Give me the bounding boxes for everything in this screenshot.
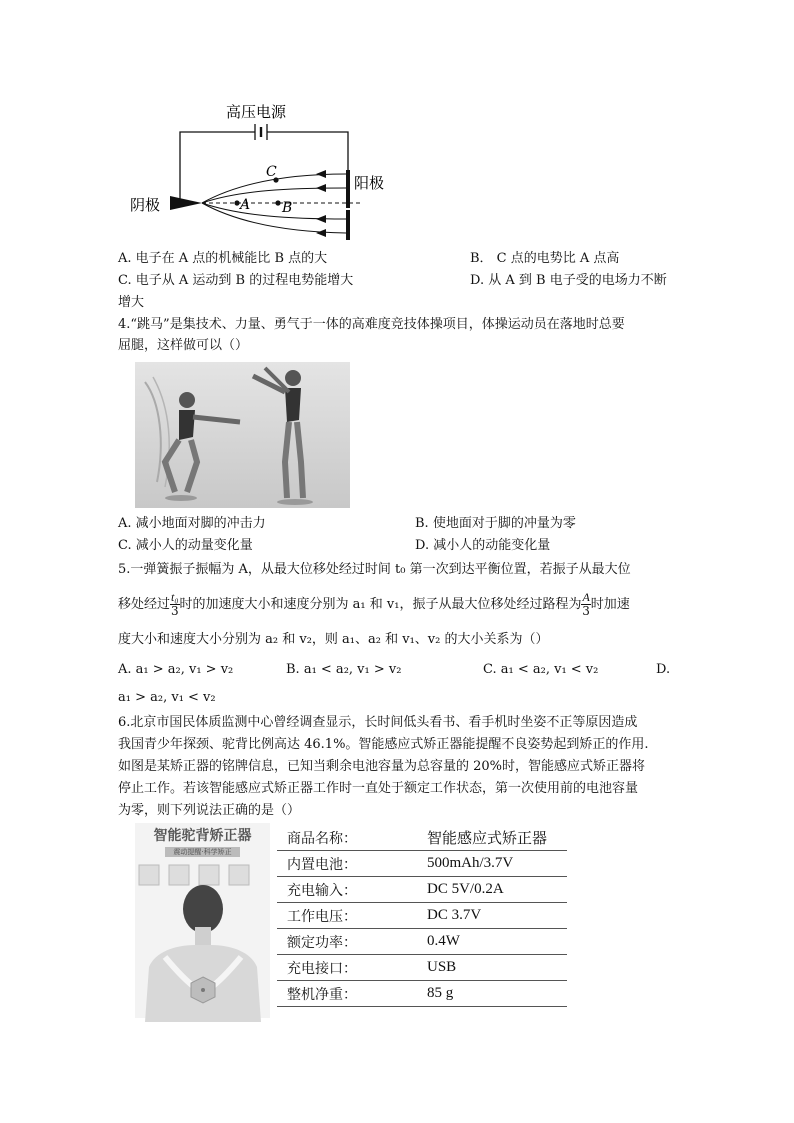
q5-line2-middle: 时的加速度大小和速度分别为 a₁ 和 v₁，振子从最大位移处经过路程为 (179, 597, 582, 612)
nameplate-key: 充电输入： (277, 877, 417, 903)
nameplate-row (277, 903, 567, 929)
q5-option-d: D. (656, 662, 671, 677)
nameplate-key: 内置电池： (277, 851, 417, 877)
q3-option-b: B． C 点的电势比 A 点高 (470, 251, 620, 266)
q4-option-a: A. 减小地面对脚的冲击力 (118, 516, 266, 531)
q5-stem-line-3: 度大小和速度大小分别为 a₂ 和 v₂，则 a₁、a₂ 和 v₁、v₂ 的大小关系为（） (118, 632, 549, 647)
nameplate-row (277, 825, 567, 851)
posture-corrector-product-image (135, 823, 270, 1018)
cathode-label: 阴极 (130, 196, 161, 214)
fraction-2-numerator: A (582, 590, 590, 604)
fraction-2-denominator: 3 (582, 604, 590, 618)
q4-option-d: D. 减小人的动能变化量 (415, 538, 551, 553)
nameplate-key: 额定功率： (277, 929, 417, 955)
q5-option-b: B. a₁ < a₂, v₁ > v₂ (286, 662, 402, 677)
nameplate-value: DC 3.7V (417, 903, 567, 929)
nameplate-value: 85 g (417, 981, 567, 1007)
nameplate-table (277, 825, 567, 1007)
q5-option-c: C. a₁ < a₂, v₁ < v₂ (483, 662, 599, 677)
nameplate-row (277, 929, 567, 955)
nameplate-value: DC 5V/0.2A (417, 877, 567, 903)
q5-option-a: A. a₁ > a₂, v₁ > v₂ (118, 662, 234, 677)
nameplate-key: 工作电压： (277, 903, 417, 929)
q6-stem-line-3: 如图是某矫正器的铭牌信息，已知当剩余电池容量为总容量的 20%时，智能感应式矫正器将 (118, 759, 646, 774)
nameplate-row (277, 877, 567, 903)
q3-option-a: A. 电子在 A 点的机械能比 B 点的大 (118, 251, 328, 266)
nameplate-key: 充电接口： (277, 955, 417, 981)
power-source-label: 高压电源 (226, 103, 287, 121)
q4-option-b: B. 使地面对于脚的冲量为零 (415, 516, 576, 531)
point-a-label: A (240, 197, 251, 213)
person-wearing-corrector (135, 857, 270, 1022)
electric-field-diagram (120, 100, 400, 245)
q6-stem-line-1: 6.北京市国民体质监测中心曾经调查显示，长时间低头看书、看手机时坐姿不正等原因造成 (118, 715, 638, 730)
product-subtitle: 震动提醒·科学矫正 (165, 847, 240, 857)
nameplate-row (277, 851, 567, 877)
q5-line2-end: 时加速 (590, 597, 630, 612)
point-c-label: C (266, 164, 277, 180)
nameplate-row (277, 981, 567, 1007)
nameplate-value: 0.4W (417, 929, 567, 955)
q6-stem-line-4: 停止工作。若该智能感应式矫正器工作时一直处于额定工作状态，第一次使用前的电池容量 (118, 781, 639, 796)
fraction-1-denominator: 3 (170, 604, 179, 618)
a-over-3-fraction (581, 591, 590, 618)
q6-stem-line-5: 为零，则下列说法正确的是（） (118, 803, 301, 818)
point-b-label: B (282, 200, 293, 216)
anode-label: 阳极 (354, 174, 385, 192)
q3-option-c: C. 电子从 A 运动到 B 的过程电势能增大 (118, 273, 354, 288)
q3-option-d-continued: 增大 (118, 295, 145, 310)
q5-option-d-continued: a₁ > a₂, v₁ < v₂ (118, 690, 216, 705)
q4-option-c: C. 减小人的动量变化量 (118, 538, 253, 553)
nameplate-key: 整机净重： (277, 981, 417, 1007)
gymnast-illustration (135, 362, 350, 508)
nameplate-value: USB (417, 955, 567, 981)
nameplate-row (277, 955, 567, 981)
q3-option-d: D. 从 A 到 B 电子受的电场力不断 (470, 273, 667, 288)
fraction-1-numerator: t₀ (171, 590, 179, 604)
nameplate-value: 500mAh/3.7V (417, 851, 567, 877)
q6-stem-line-2: 我国青少年探颈、驼背比例高达 46.1%。智能感应式矫正器能提醒不良姿势起到矫正的作用. (118, 737, 649, 752)
q4-stem-line-1: 4.“跳马”是集技术、力量、勇气于一体的高难度竞技体操项目，体操运动员在落地时总要 (118, 317, 625, 332)
nameplate-value: 智能感应式矫正器 (417, 825, 567, 851)
q5-stem-line-1: 5.一弹簧振子振幅为 A，从最大位移处经过时间 t₀ 第一次到达平衡位置，若振子从最大位 (118, 562, 631, 577)
product-title: 智能驼背矫正器 (153, 828, 252, 844)
t0-over-3-fraction (170, 591, 180, 618)
nameplate-key: 商品名称： (277, 825, 417, 851)
q4-stem-line-2: 屈腿，这样做可以（） (118, 338, 249, 353)
q5-line2-start: 移处经过 (118, 597, 171, 612)
q5-stem-line-2 (118, 588, 630, 622)
